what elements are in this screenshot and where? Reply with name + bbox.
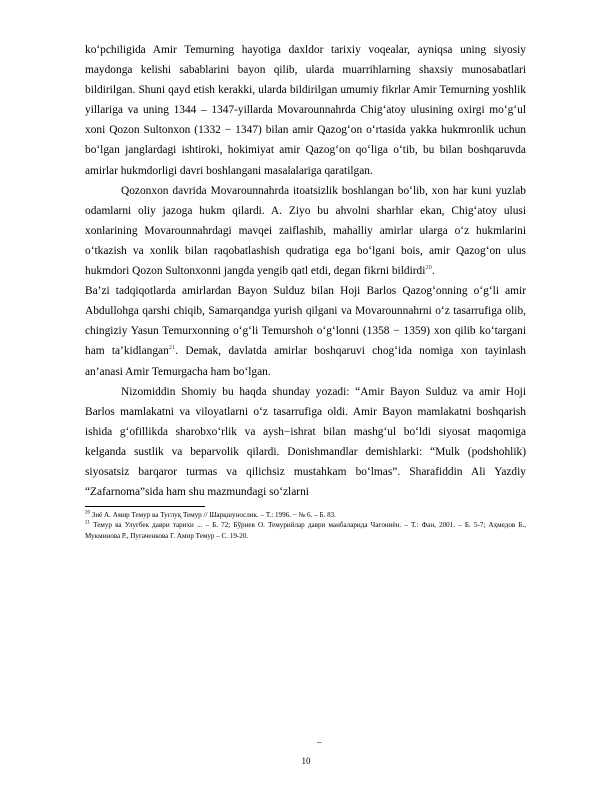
footer-dash: –	[317, 737, 322, 747]
footnote-20: $^{20}$ Зиё А. Амир Темур ва Туғлуқ Темур // Шарқшунослик. – Т.: 1996. − № 6. – Б. 83.	[85, 510, 336, 520]
footnote-marker: 21	[85, 521, 90, 526]
footnote-divider	[85, 506, 205, 507]
footnote-ref-20[interactable]: 20	[425, 264, 432, 272]
footnote-ref-21[interactable]: 21	[168, 344, 176, 352]
paragraph-3: Ba’zi tadqiqotlarda amirlardan Bayon Sulduz bilan Hoji Barlos Qazog‘onning o‘g‘li amir Abdullohga qarshi chiqib, Samarqandga yurish qilgani va Movarounnahrni o‘z tasarrufiga olib, chingiziy Yasun Temurxonning o‘g‘li Temurshoh o‘g‘lonni (1358 − 1359) xon qilib ko‘targani ham ta’kidlangan$^{21}$. Demak, davlatda amirlar boshqaruvi chog‘ida nomiga xon tayinlash an’anasi Amir Temurgacha ham bo‘lgan.	[85, 285, 527, 378]
footnote-21: $^{21}$ Темур ва Улуғбек даври тарихи ... – Б. 72; Бўриев О. Темурийлар даври манбаларида Чағониён. – Т.: Фан, 2001. – Б. 5-7; Аҳмедов Б., Мукминова Р., Пугаченкова Г. Амир Темур – С. 19-20.	[85, 521, 527, 540]
paragraph-1: ko‘pchiligida Amir Temurning hayotiga daxldor tarixiy voqealar, ayniqsa uning siyosiy maydonga kelishi sabablarini bayon qilib, ularda muarrihlarning shaxsiy munosabatlari bildirilgan. Shuni qayd etish kerakki, ularda bildirilgan umumiy fikrlar Amir Temurning yoshlik yillariga va uning 1344 – 1347-yillarda Movarounnahrda Chig‘atoy ulusining oxirgi mo‘g‘ul xoni Qozon Sultonxon (1332 − 1347) bilan amir Qazog‘on o‘rtasida yakka hukmronlik uchun bo‘lgan janglardagi ishtiroki, hokimiyat amir Qazog‘on qo‘liga o‘tib, bu bilan boshqaruvda amirlar hukmdorligi davri boshlangani masalalariga qaratilgan.	[85, 44, 526, 177]
footnote-marker: 20	[85, 510, 90, 516]
document-page	[85, 40, 526, 541]
paragraph-4: Nizomiddin Shomiy bu haqda shunday yozadi: “Amir Bayon Sulduz va amir Hoji Barlos mamlakatni va viloyatlarni o‘z tasarrufiga oldi. Amir Bayon mamlakatni boshqarish ishida g‘ofillikda sharobxo‘rlik va aysh−ishrat bilan mashg‘ul bo‘ldi siyosat maqomiga kelganda sustlik va beparvolik qilardi. Donishmandlar demishlarki: “Mulk (podshohlik) siyosatsiz barqaror turmas va qilichsiz mustahkam bo‘lmas”. Sharafiddin Ali Yazdiy “Zafarnoma”sida ham shu mazmundagi so‘zlarni	[85, 385, 526, 499]
main-text	[85, 40, 526, 502]
page-number: 10	[301, 756, 311, 766]
paragraph-2: Qozonxon davrida Movarounnahrda itoatsizlik boshlangan bo‘lib, xon har kuni yuzlab odamlarni oliy jazoga hukm qilardi. A. Ziyo bu ahvolni sharhlar ekan, Chig‘atoy ulusi xonlarining Movarounnahrdagi mavqei zaiflashib, mahalliy amirlar ularga o‘z hukmlarini o‘tkazish va xonlik bilan raqobatlashish qudratiga ega bo‘lgani bois, amir Qazog‘on ulus hukmdori Qozon Sultonxonni jangda yengib qatl etdi, degan fikrni bildirdi$^{20}$.	[85, 184, 526, 278]
